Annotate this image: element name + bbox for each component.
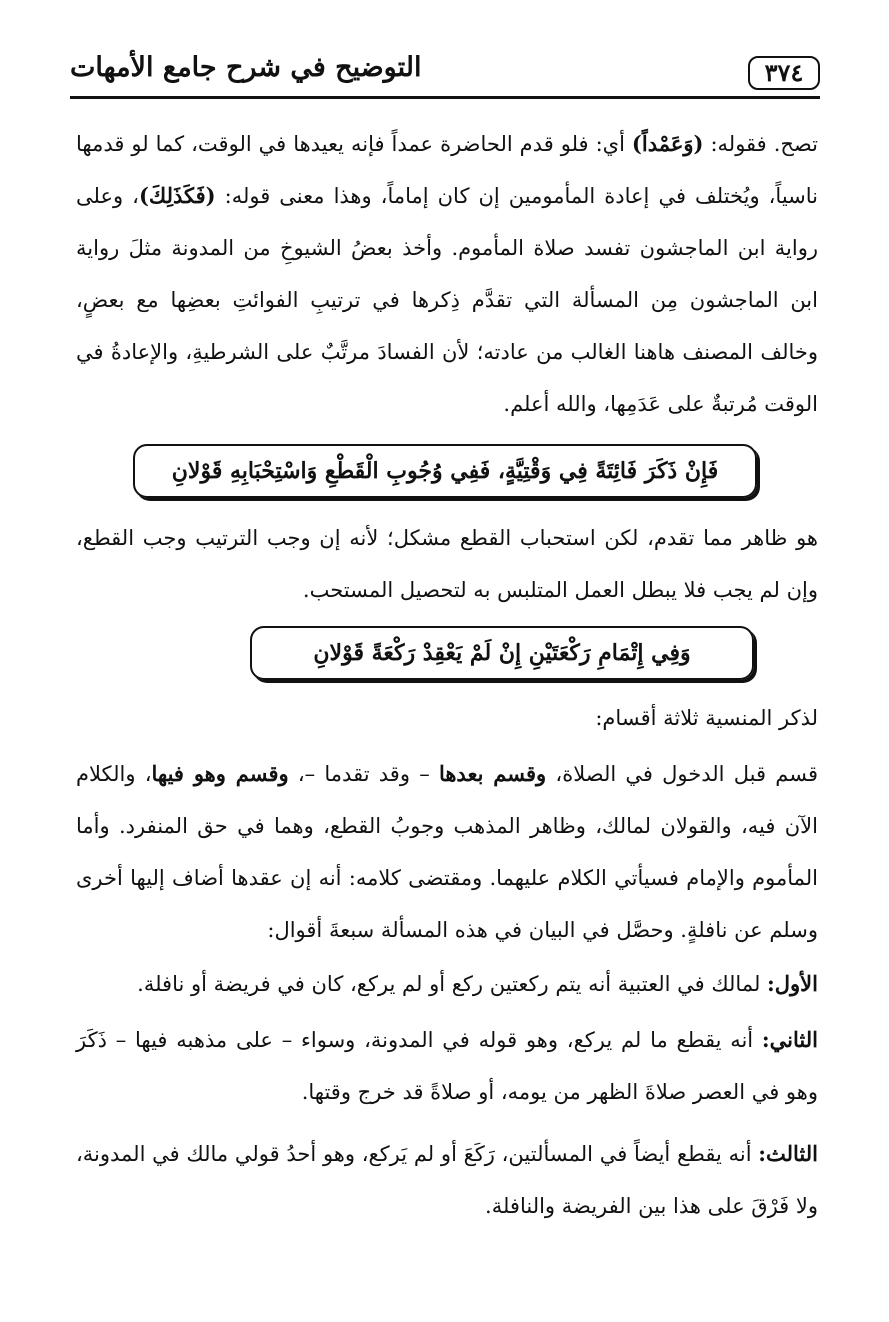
matn-box-2: وَفِي إِتْمَامِ رَكْعَتَيْنِ إِنْ لَمْ يَعْقِدْ رَكْعَةً قَوْلانِ — [250, 626, 754, 680]
quoted-term-1: (وَعَمْداً) — [631, 131, 704, 156]
paragraph-7 — [76, 1128, 818, 1232]
p6-text: أنه يقطع ما لم يركع، وهو قوله في المدونة، وسواء – على مذهبه فيها – ذَكَرَ وهو في العصر صلاةَ الظهر من يومه، أو صلاةً قد خرج وقتها. — [76, 1028, 818, 1104]
p4-text-2: – وقد تقدما –، — [288, 762, 439, 786]
quoted-term-2: (فَكَذَلِكَ) — [138, 183, 216, 208]
p4-bold-1: وقسم بعدها — [438, 761, 547, 786]
page-number-box: ٣٧٤ — [748, 56, 820, 90]
p1-text-3: ، وعلى رواية ابن الماجشون تفسد صلاة المأموم. وأخذ بعضُ الشيوخِ من المدونة مثلَ رواية ابن الماجشون مِن المسألة التي تقدَّم ذِكرها في ترتيبِ الفوائتِ بعضِها مع بعضٍ، وخالف المصنف هاهنا الغالب من عادته؛ لأن الفسادَ مرتَّبٌ على الشرطيةِ، والإعادةُ في الوقت مُرتبةٌ على عَدَمِها، والله أعلم. — [76, 184, 818, 416]
paragraph-1 — [76, 118, 818, 430]
page-header — [70, 52, 820, 104]
p4-bold-2: وقسم وهو فيها — [151, 761, 289, 786]
matn-box-1: فَإِنْ ذَكَرَ فَائِتَةً فِي وَقْتِيَّةٍ، فَفِي وُجُوبِ الْقَطْعِ وَاسْتِحْبَابِهِ قَوْلانِ — [133, 444, 757, 498]
p5-label: الأول: — [767, 971, 818, 996]
paragraph-3: لذكر المنسية ثلاثة أقسام: — [595, 706, 818, 730]
p4-text-1: قسم قبل الدخول في الصلاة، — [546, 762, 819, 786]
p1-text-1: تصح. فقوله: — [703, 132, 818, 156]
p4-text-3: ، والكلام الآن فيه، والقولان لمالك، وظاهر المذهب وجوبُ القطع، وهما في حق المنفرد. وأما المأموم والإمام فسيأتي الكلام عليهما. ومقتضى كلامه: أنه إن عقدها أضاف إليها أخرى وسلم عن نافلةٍ. وحصَّل في البيان في هذه المسألة سبعةَ أقوال: — [76, 762, 818, 942]
header-rule — [70, 96, 820, 99]
book-title: التوضيح في شرح جامع الأمهات — [70, 52, 422, 83]
p1-text-2: أي: فلو قدم الحاضرة عمداً فإنه يعيدها في الوقت، كما لو قدمها ناسياً، ويُختلف في إعادة المأمومين إن كان إماماً، وهذا معنى قوله: — [76, 132, 818, 208]
paragraph-6 — [76, 1014, 818, 1118]
p7-text: أنه يقطع أيضاً في المسألتين، رَكَعَ أو لم يَركع، وهو أحدُ قولي مالك في المدونة، ولا فَرْقَ على هذا بين الفريضة والنافلة. — [76, 1142, 818, 1218]
p5-text: لمالك في العتبية أنه يتم ركعتين ركع أو لم يركع، كان في فريضة أو نافلة. — [137, 972, 768, 996]
p7-label: الثالث: — [758, 1141, 818, 1166]
paragraph-2: هو ظاهر مما تقدم، لكن استحباب القطع مشكل؛ لأنه إن وجب الترتيب وجب القطع، وإن لم يجب فلا يبطل العمل المتلبس به لتحصيل المستحب. — [76, 526, 818, 602]
p6-label: الثاني: — [761, 1027, 818, 1052]
paragraph-4 — [76, 748, 818, 956]
paragraph-5 — [76, 958, 818, 1010]
